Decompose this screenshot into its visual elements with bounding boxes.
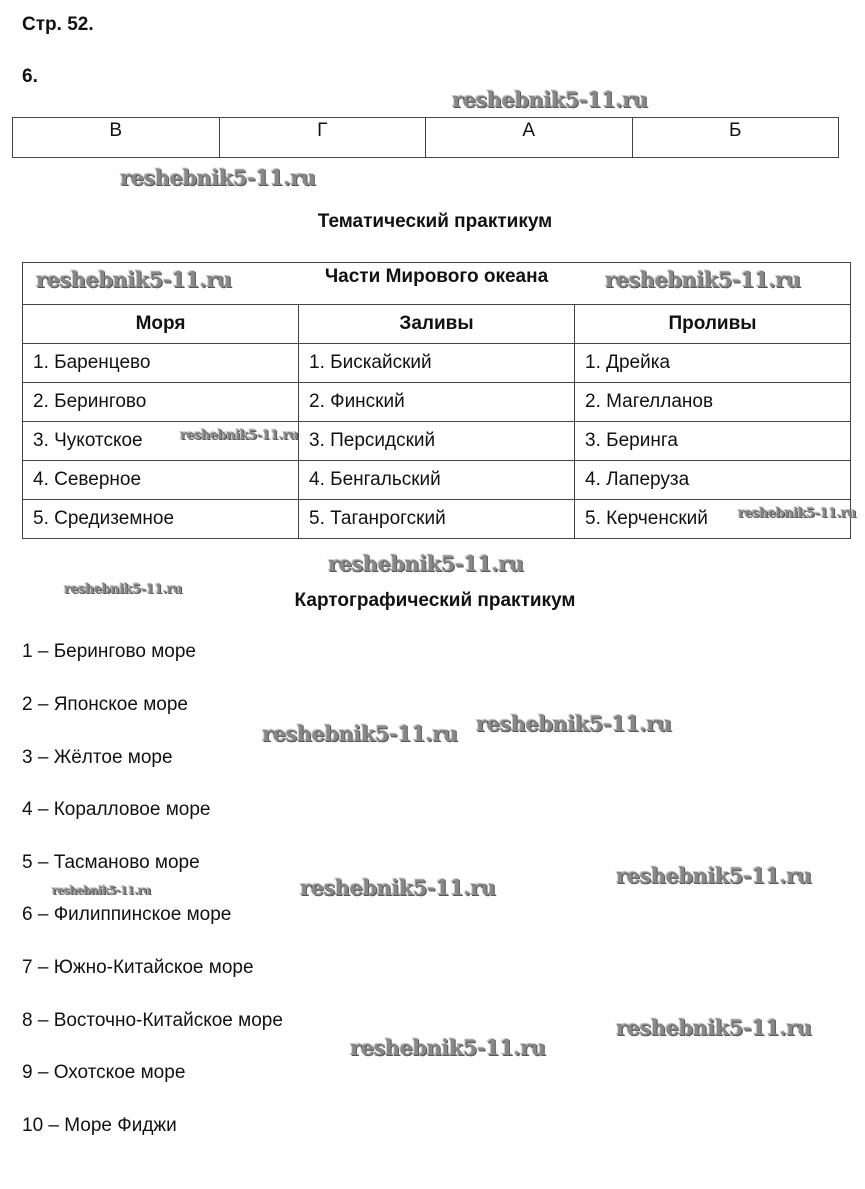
watermark: reshebnik5-11.ru [605, 267, 801, 292]
table-row [23, 344, 851, 383]
table-cell: 3. Чукотское [23, 422, 299, 461]
ocean-parts-table [22, 262, 851, 539]
table-cell: 2. Магелланов [575, 383, 851, 422]
answer-cell: А [426, 118, 633, 158]
watermark: reshebnik5-11.ru [616, 863, 812, 888]
watermark: reshebnik5-11.ru [616, 1015, 812, 1040]
page-label: Стр. 52. [22, 14, 94, 35]
table-row [23, 422, 851, 461]
answer-table [12, 117, 839, 158]
watermark: reshebnik5-11.ru [738, 506, 857, 521]
table-cell: 1. Бискайский [299, 344, 575, 383]
watermark: reshebnik5-11.ru [180, 428, 299, 443]
watermark: reshebnik5-11.ru [120, 165, 316, 190]
answer-cell: Б [632, 118, 839, 158]
table-cell: 5. Таганрогский [299, 500, 575, 539]
watermark: reshebnik5-11.ru [52, 884, 151, 897]
column-header: Заливы [299, 305, 575, 344]
list-item: 9 – Охотское море [22, 1062, 186, 1083]
table-cell: 1. Баренцево [23, 344, 299, 383]
watermark: reshebnik5-11.ru [350, 1035, 546, 1060]
list-item: 2 – Японское море [22, 694, 188, 715]
list-item: 1 – Берингово море [22, 641, 196, 662]
table-row [13, 118, 839, 158]
table-caption: Части Мирового океана [23, 263, 851, 305]
watermark: reshebnik5-11.ru [328, 551, 524, 576]
list-item: 3 – Жёлтое море [22, 747, 173, 768]
watermark: reshebnik5-11.ru [476, 711, 672, 736]
list-item: 6 – Филиппинское море [22, 904, 232, 925]
watermark: reshebnik5-11.ru [300, 875, 496, 900]
table-row [23, 383, 851, 422]
section-title-thematic: Тематический практикум [317, 211, 553, 232]
answer-cell: В [13, 118, 220, 158]
table-header-row [23, 305, 851, 344]
table-cell: 2. Берингово [23, 383, 299, 422]
table-cell: 1. Дрейка [575, 344, 851, 383]
watermark: reshebnik5-11.ru [262, 721, 458, 746]
watermark: reshebnik5-11.ru [64, 582, 183, 597]
list-item: 4 – Коралловое море [22, 799, 211, 820]
table-cell: 4. Бенгальский [299, 461, 575, 500]
table-cell: 5. Средиземное [23, 500, 299, 539]
table-caption-row [23, 263, 851, 305]
table-cell: 4. Северное [23, 461, 299, 500]
table-cell: 2. Финский [299, 383, 575, 422]
table-cell: 4. Лаперуза [575, 461, 851, 500]
answer-cell: Г [219, 118, 426, 158]
table-cell: 3. Беринга [575, 422, 851, 461]
list-item: 10 – Море Фиджи [22, 1115, 177, 1136]
section-title-cartographic: Картографический практикум [294, 590, 576, 611]
list-item: 8 – Восточно-Китайское море [22, 1010, 283, 1031]
watermark: reshebnik5-11.ru [452, 87, 648, 112]
table-row [23, 461, 851, 500]
column-header: Моря [23, 305, 299, 344]
list-item: 5 – Тасманово море [22, 852, 200, 873]
table-cell: 3. Персидский [299, 422, 575, 461]
list-item: 7 – Южно-Китайское море [22, 957, 254, 978]
task-number: 6. [22, 66, 38, 87]
column-header: Проливы [575, 305, 851, 344]
watermark: reshebnik5-11.ru [36, 267, 232, 292]
table-cell: 5. Керченский [575, 500, 851, 539]
table-row [23, 500, 851, 539]
